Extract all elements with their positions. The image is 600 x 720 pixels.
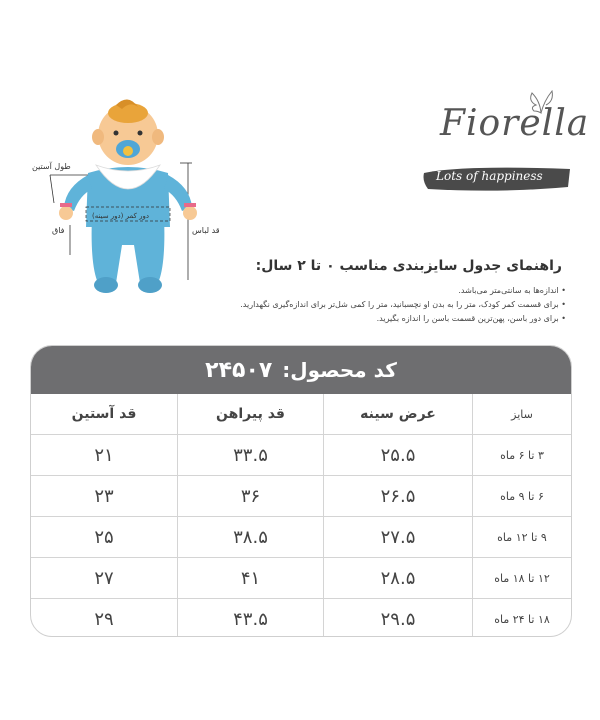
cell-chest: ۲۷.۵ <box>323 517 472 557</box>
cell-sleeve: ۲۷ <box>94 567 114 589</box>
cell-chest: ۲۹.۵ <box>323 599 472 637</box>
header-size: سایز <box>472 394 571 434</box>
cell-length: ۳۸.۵ <box>177 517 323 557</box>
table-header-row <box>31 394 571 434</box>
product-code-header <box>31 346 571 394</box>
product-code-label: کد محصول: <box>282 358 397 382</box>
table-row <box>31 557 571 598</box>
cell-size: ۱۲ تا ۱۸ ماه <box>472 558 571 598</box>
cell-sleeve: ۲۱ <box>94 444 114 466</box>
cell-chest: ۲۸.۵ <box>323 558 472 598</box>
size-guide-notes <box>126 284 566 326</box>
table-row <box>31 434 571 475</box>
size-guide-title: راهنمای جدول سایزبندی مناسب ۰ تا ۲ سال: <box>255 258 562 274</box>
table-row <box>31 598 571 637</box>
brand-logo <box>420 85 590 215</box>
cell-length: ۳۶ <box>177 476 323 516</box>
baby-onesie-illustration <box>30 95 230 305</box>
table-row <box>31 475 571 516</box>
note-item: • برای قسمت کمر کودک، متر را به بدن او نچسبانید، متر را کمی شل‌تر برای اندازه‌گیری نگهدارید. <box>126 298 566 312</box>
label-crotch: فاق <box>52 226 65 235</box>
cell-sleeve: ۲۹ <box>94 608 114 630</box>
cell-size: ۹ تا ۱۲ ماه <box>472 517 571 557</box>
note-item: • اندازه‌ها به سانتی‌متر می‌باشد. <box>126 284 566 298</box>
cell-size: ۳ تا ۶ ماه <box>472 435 571 475</box>
label-sleeve-length: طول آستین <box>32 162 71 171</box>
header-sleeve: قد آستین <box>71 406 137 422</box>
cell-chest: ۲۵.۵ <box>323 435 472 475</box>
size-table <box>30 345 572 637</box>
product-code-value: ۲۴۵۰۷ <box>205 357 273 383</box>
note-item: • برای دور باسن، پهن‌ترین قسمت باسن را اندازه بگیرید. <box>126 312 566 326</box>
cell-size: ۱۸ تا ۲۴ ماه <box>472 599 571 637</box>
cell-length: ۳۳.۵ <box>177 435 323 475</box>
cell-sleeve: ۲۵ <box>94 526 114 548</box>
cell-chest: ۲۶.۵ <box>323 476 472 516</box>
cell-sleeve: ۲۳ <box>94 485 114 507</box>
cell-length: ۴۱ <box>177 558 323 598</box>
header-length: قد پیراهن <box>177 394 323 434</box>
header-chest: عرض سینه <box>323 394 472 434</box>
label-garment-length: قد لباس <box>192 226 220 235</box>
cell-size: ۶ تا ۹ ماه <box>472 476 571 516</box>
brand-name: Fiorella <box>440 103 590 144</box>
baby-figure-icon <box>30 95 230 305</box>
table-row <box>31 516 571 557</box>
brand-tagline: Lots of happiness <box>436 169 543 183</box>
cell-length: ۴۳.۵ <box>177 599 323 637</box>
label-waist: دور کمر (دور سینه) <box>92 212 149 220</box>
